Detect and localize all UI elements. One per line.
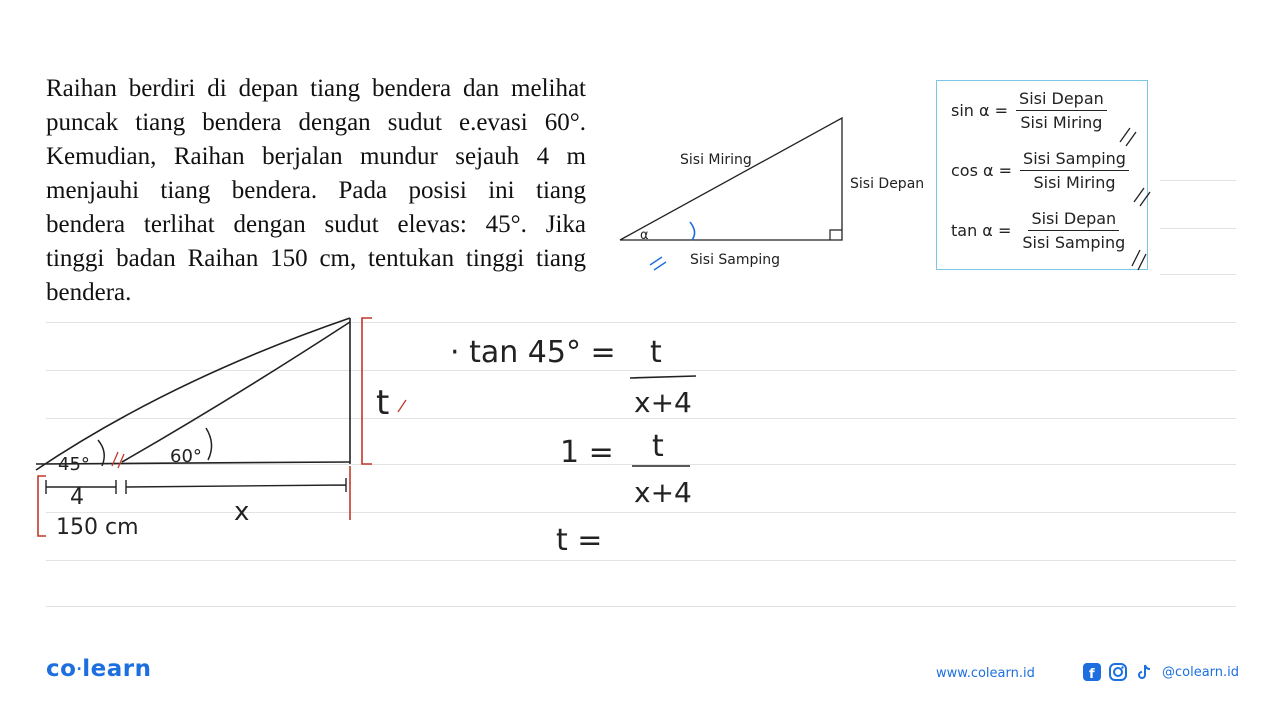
problem-line: bendera. — [46, 279, 132, 306]
label-opposite: Sisi Depan — [850, 176, 925, 192]
work-line1-fraction-bar — [630, 376, 696, 378]
work-line1-numerator: t — [650, 335, 662, 370]
instagram-icon[interactable] — [1108, 662, 1128, 682]
sketch-inner-hypotenuse — [122, 322, 350, 462]
fraction-denominator: Sisi Samping — [1022, 233, 1126, 252]
sketch-body-height: 150 cm — [56, 515, 139, 540]
brand-left: co — [46, 656, 77, 682]
sketch-arc-45 — [98, 440, 104, 466]
work-line1-left: · tan 45° = — [450, 335, 616, 370]
brand-dot-icon: · — [76, 661, 83, 678]
work-line2-denominator: x+4 — [634, 476, 692, 509]
sketch-arc-60 — [206, 428, 212, 460]
tiktok-icon[interactable] — [1134, 662, 1154, 682]
problem-line: puncak tiang bendera dengan sudut e.evasi 60°. — [46, 109, 586, 136]
label-adjacent: Sisi Samping — [690, 252, 781, 268]
work-line2-numerator: t — [652, 429, 664, 464]
sketch-t-mark — [398, 400, 406, 412]
formula-fn: cos α = — [951, 161, 1013, 180]
sketch-angle-60: 60° — [170, 446, 202, 467]
problem-line: bendera terlihat dengan sudut elevas: 45°. Jika — [46, 211, 586, 238]
fraction-numerator: Sisi Depan — [1016, 89, 1107, 111]
social-links — [1082, 662, 1239, 682]
sketch-distance-x: x — [234, 497, 250, 527]
sketch-angle-45: 45° — [58, 454, 90, 475]
work-line3: t = — [556, 523, 603, 558]
sketch-height-label: t — [376, 383, 390, 423]
label-hypotenuse: Sisi Miring — [680, 152, 752, 168]
problem-line: tinggi badan Raihan 150 cm, tentukan tinggi tiang — [46, 245, 586, 272]
sketch-tick-marks — [112, 452, 124, 468]
sketch-dim-x — [126, 478, 346, 494]
problem-line: Raihan berdiri di depan tiang bendera dan melihat — [46, 75, 586, 102]
problem-line: Kemudian, Raihan berjalan mundur sejauh 4 m — [46, 143, 586, 170]
label-angle: α — [640, 228, 649, 243]
svg-text:f: f — [1089, 667, 1095, 682]
problem-line: menjauhi tiang bendera. Pada posisi ini tiang — [46, 177, 586, 204]
formula-fn: sin α = — [951, 101, 1009, 120]
fraction-numerator: Sisi Samping — [1020, 149, 1129, 171]
fraction-denominator: Sisi Miring — [1033, 173, 1116, 192]
colearn-logo — [46, 656, 152, 682]
work-line1-denominator: x+4 — [634, 386, 692, 419]
sketch-body-bracket — [38, 476, 46, 536]
work-line2-left: 1 = — [560, 435, 614, 470]
facebook-icon[interactable] — [1082, 662, 1102, 682]
formula-fn: tan α = — [951, 221, 1012, 240]
brand-right: learn — [82, 656, 152, 682]
sketch-distance-4: 4 — [70, 485, 84, 510]
social-handle[interactable]: @colearn.id — [1162, 664, 1240, 680]
fraction-denominator: Sisi Miring — [1020, 113, 1103, 132]
fraction-numerator: Sisi Depan — [1028, 209, 1119, 231]
sketch-height-bracket — [362, 318, 372, 464]
website-link[interactable]: www.colearn.id — [936, 666, 1035, 681]
